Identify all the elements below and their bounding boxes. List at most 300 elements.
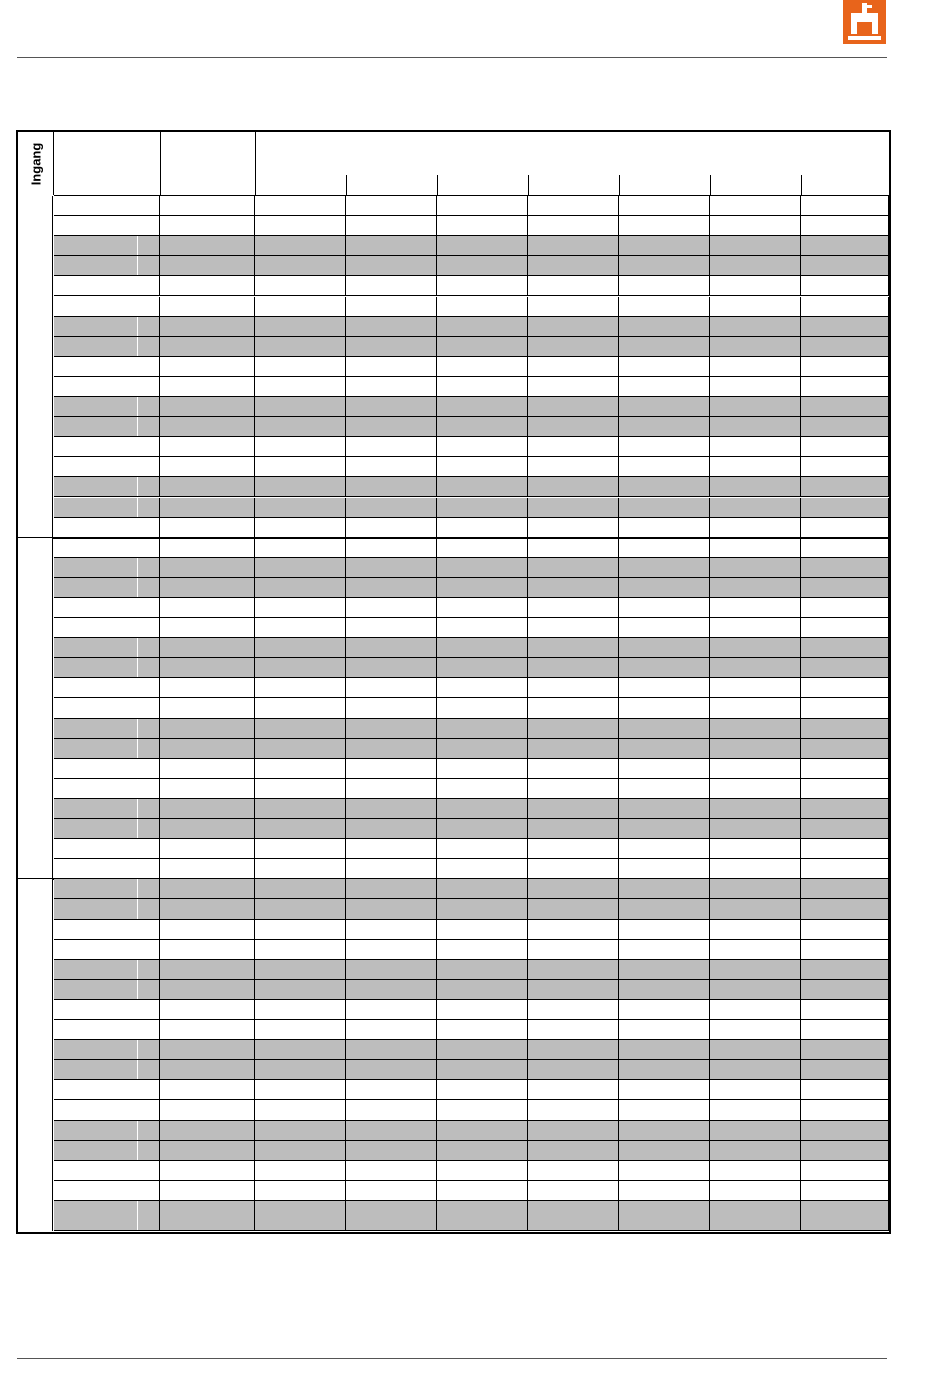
table-cell[interactable] [346, 1161, 437, 1180]
table-cell[interactable] [255, 799, 346, 818]
table-cell[interactable] [619, 618, 710, 637]
table-cell[interactable] [801, 477, 889, 496]
table-cell[interactable] [255, 236, 346, 255]
table-cell[interactable] [710, 1060, 801, 1079]
table-cell[interactable] [801, 417, 889, 436]
table-cell[interactable] [528, 276, 619, 295]
table-cell[interactable] [346, 739, 437, 758]
table-cell[interactable] [346, 477, 437, 496]
table-cell[interactable] [255, 819, 346, 838]
table-cell[interactable] [528, 1201, 619, 1230]
table-cell[interactable] [255, 598, 346, 617]
table-cell[interactable] [801, 518, 889, 537]
table-cell[interactable] [619, 1020, 710, 1039]
table-cell[interactable] [346, 297, 437, 316]
table-cell[interactable] [54, 618, 160, 637]
table-cell[interactable] [710, 236, 801, 255]
table-cell[interactable] [619, 477, 710, 496]
table-cell[interactable] [255, 417, 346, 436]
table-cell[interactable] [801, 297, 889, 316]
table-cell[interactable] [437, 859, 528, 878]
table-cell[interactable] [54, 317, 160, 336]
table-cell[interactable] [346, 1100, 437, 1119]
table-cell[interactable] [528, 739, 619, 758]
table-cell[interactable] [801, 256, 889, 275]
table-cell[interactable] [801, 980, 889, 999]
table-cell[interactable] [710, 698, 801, 717]
table-cell[interactable] [160, 658, 255, 677]
table-cell[interactable] [346, 759, 437, 778]
table-cell[interactable] [619, 337, 710, 356]
table-cell[interactable] [160, 940, 255, 959]
table-cell[interactable] [54, 658, 160, 677]
table-cell[interactable] [346, 980, 437, 999]
table-cell[interactable] [255, 1141, 346, 1160]
table-cell[interactable] [255, 719, 346, 738]
table-cell[interactable] [255, 1201, 346, 1230]
table-cell[interactable] [54, 1121, 160, 1140]
table-cell[interactable] [54, 397, 160, 416]
table-cell[interactable] [160, 638, 255, 657]
table-cell[interactable] [528, 1121, 619, 1140]
table-cell[interactable] [710, 518, 801, 537]
table-cell[interactable] [528, 256, 619, 275]
table-cell[interactable] [710, 1000, 801, 1019]
table-cell[interactable] [160, 357, 255, 376]
table-cell[interactable] [528, 799, 619, 818]
table-cell[interactable] [801, 1020, 889, 1039]
table-cell[interactable] [619, 518, 710, 537]
table-cell[interactable] [801, 357, 889, 376]
table-cell[interactable] [801, 799, 889, 818]
table-cell[interactable] [54, 859, 160, 878]
table-cell[interactable] [54, 1201, 160, 1230]
table-cell[interactable] [528, 719, 619, 738]
table-cell[interactable] [255, 297, 346, 316]
table-cell[interactable] [160, 839, 255, 858]
table-cell[interactable] [54, 457, 160, 476]
table-cell[interactable] [710, 759, 801, 778]
table-cell[interactable] [528, 658, 619, 677]
table-cell[interactable] [710, 317, 801, 336]
table-cell[interactable] [54, 1181, 160, 1200]
table-cell[interactable] [54, 839, 160, 858]
table-cell[interactable] [801, 1141, 889, 1160]
table-cell[interactable] [54, 236, 160, 255]
table-cell[interactable] [54, 819, 160, 838]
table-cell[interactable] [54, 196, 160, 215]
table-cell[interactable] [619, 256, 710, 275]
table-cell[interactable] [437, 638, 528, 657]
table-cell[interactable] [801, 498, 889, 517]
table-cell[interactable] [801, 598, 889, 617]
table-cell[interactable] [346, 859, 437, 878]
table-cell[interactable] [528, 216, 619, 235]
table-cell[interactable] [528, 980, 619, 999]
table-cell[interactable] [255, 899, 346, 918]
table-cell[interactable] [710, 739, 801, 758]
table-cell[interactable] [346, 437, 437, 456]
table-cell[interactable] [437, 1020, 528, 1039]
table-cell[interactable] [619, 397, 710, 416]
table-cell[interactable] [437, 759, 528, 778]
table-cell[interactable] [528, 618, 619, 637]
table-cell[interactable] [160, 819, 255, 838]
table-cell[interactable] [54, 276, 160, 295]
table-cell[interactable] [528, 417, 619, 436]
table-cell[interactable] [801, 698, 889, 717]
table-cell[interactable] [619, 859, 710, 878]
table-cell[interactable] [255, 759, 346, 778]
table-cell[interactable] [437, 940, 528, 959]
table-cell[interactable] [710, 779, 801, 798]
table-cell[interactable] [619, 578, 710, 597]
table-cell[interactable] [619, 678, 710, 697]
table-cell[interactable] [528, 698, 619, 717]
table-cell[interactable] [255, 196, 346, 215]
table-cell[interactable] [528, 1060, 619, 1079]
table-cell[interactable] [437, 578, 528, 597]
table-cell[interactable] [710, 799, 801, 818]
table-cell[interactable] [710, 196, 801, 215]
table-cell[interactable] [619, 417, 710, 436]
table-cell[interactable] [346, 1060, 437, 1079]
table-cell[interactable] [54, 940, 160, 959]
table-cell[interactable] [710, 899, 801, 918]
table-cell[interactable] [255, 397, 346, 416]
table-cell[interactable] [160, 337, 255, 356]
table-cell[interactable] [255, 980, 346, 999]
table-cell[interactable] [801, 899, 889, 918]
table-cell[interactable] [710, 940, 801, 959]
table-cell[interactable] [528, 578, 619, 597]
table-cell[interactable] [437, 377, 528, 396]
table-cell[interactable] [710, 216, 801, 235]
table-cell[interactable] [346, 337, 437, 356]
table-cell[interactable] [437, 457, 528, 476]
table-cell[interactable] [710, 477, 801, 496]
table-cell[interactable] [437, 498, 528, 517]
table-cell[interactable] [160, 578, 255, 597]
table-cell[interactable] [528, 1161, 619, 1180]
table-cell[interactable] [437, 1100, 528, 1119]
table-cell[interactable] [255, 276, 346, 295]
table-cell[interactable] [54, 256, 160, 275]
table-cell[interactable] [619, 759, 710, 778]
table-cell[interactable] [619, 799, 710, 818]
table-cell[interactable] [160, 236, 255, 255]
table-cell[interactable] [801, 216, 889, 235]
table-cell[interactable] [801, 779, 889, 798]
table-cell[interactable] [619, 899, 710, 918]
table-cell[interactable] [437, 1141, 528, 1160]
table-cell[interactable] [710, 457, 801, 476]
table-cell[interactable] [528, 920, 619, 939]
table-cell[interactable] [801, 940, 889, 959]
table-cell[interactable] [160, 397, 255, 416]
table-cell[interactable] [528, 377, 619, 396]
table-cell[interactable] [346, 698, 437, 717]
table-cell[interactable] [801, 457, 889, 476]
table-cell[interactable] [710, 618, 801, 637]
table-cell[interactable] [801, 759, 889, 778]
table-cell[interactable] [619, 638, 710, 657]
table-cell[interactable] [619, 216, 710, 235]
table-cell[interactable] [54, 337, 160, 356]
table-cell[interactable] [54, 357, 160, 376]
table-cell[interactable] [54, 518, 160, 537]
table-cell[interactable] [619, 1181, 710, 1200]
table-cell[interactable] [528, 1020, 619, 1039]
table-cell[interactable] [54, 1060, 160, 1079]
table-cell[interactable] [346, 1020, 437, 1039]
table-cell[interactable] [54, 698, 160, 717]
table-cell[interactable] [528, 538, 619, 557]
table-cell[interactable] [437, 658, 528, 677]
table-cell[interactable] [619, 1080, 710, 1099]
table-cell[interactable] [619, 698, 710, 717]
table-cell[interactable] [160, 1020, 255, 1039]
table-cell[interactable] [801, 1161, 889, 1180]
table-cell[interactable] [801, 819, 889, 838]
table-cell[interactable] [160, 739, 255, 758]
table-cell[interactable] [710, 819, 801, 838]
table-cell[interactable] [160, 1100, 255, 1119]
table-cell[interactable] [801, 377, 889, 396]
table-cell[interactable] [160, 759, 255, 778]
table-cell[interactable] [437, 337, 528, 356]
table-cell[interactable] [160, 1141, 255, 1160]
table-cell[interactable] [54, 678, 160, 697]
table-cell[interactable] [710, 1161, 801, 1180]
table-cell[interactable] [255, 739, 346, 758]
table-cell[interactable] [160, 216, 255, 235]
table-cell[interactable] [437, 1181, 528, 1200]
table-cell[interactable] [54, 297, 160, 316]
table-cell[interactable] [437, 196, 528, 215]
table-cell[interactable] [255, 558, 346, 577]
table-cell[interactable] [346, 216, 437, 235]
table-cell[interactable] [437, 558, 528, 577]
table-cell[interactable] [801, 317, 889, 336]
table-cell[interactable] [160, 1000, 255, 1019]
table-cell[interactable] [160, 920, 255, 939]
table-cell[interactable] [619, 297, 710, 316]
table-cell[interactable] [346, 638, 437, 657]
table-cell[interactable] [160, 1040, 255, 1059]
table-cell[interactable] [619, 317, 710, 336]
table-cell[interactable] [619, 658, 710, 677]
table-cell[interactable] [437, 1161, 528, 1180]
table-cell[interactable] [346, 276, 437, 295]
table-cell[interactable] [528, 357, 619, 376]
table-cell[interactable] [619, 779, 710, 798]
table-cell[interactable] [619, 1000, 710, 1019]
table-cell[interactable] [437, 518, 528, 537]
table-cell[interactable] [54, 538, 160, 557]
table-cell[interactable] [619, 719, 710, 738]
table-cell[interactable] [54, 719, 160, 738]
table-cell[interactable] [710, 1121, 801, 1140]
table-cell[interactable] [346, 879, 437, 898]
table-cell[interactable] [528, 1040, 619, 1059]
table-cell[interactable] [437, 960, 528, 979]
table-cell[interactable] [528, 879, 619, 898]
table-cell[interactable] [619, 1060, 710, 1079]
table-cell[interactable] [160, 457, 255, 476]
table-cell[interactable] [54, 779, 160, 798]
table-cell[interactable] [346, 1121, 437, 1140]
table-cell[interactable] [346, 839, 437, 858]
table-cell[interactable] [710, 437, 801, 456]
table-cell[interactable] [54, 1141, 160, 1160]
table-cell[interactable] [437, 678, 528, 697]
table-cell[interactable] [528, 457, 619, 476]
table-cell[interactable] [346, 658, 437, 677]
table-cell[interactable] [437, 839, 528, 858]
table-cell[interactable] [619, 437, 710, 456]
table-cell[interactable] [54, 799, 160, 818]
table-cell[interactable] [346, 578, 437, 597]
table-cell[interactable] [437, 719, 528, 738]
table-cell[interactable] [528, 317, 619, 336]
table-cell[interactable] [619, 739, 710, 758]
table-cell[interactable] [801, 1080, 889, 1099]
table-cell[interactable] [528, 1141, 619, 1160]
table-cell[interactable] [346, 457, 437, 476]
table-cell[interactable] [710, 297, 801, 316]
table-cell[interactable] [255, 256, 346, 275]
table-cell[interactable] [528, 558, 619, 577]
table-cell[interactable] [346, 236, 437, 255]
table-cell[interactable] [54, 216, 160, 235]
table-cell[interactable] [160, 297, 255, 316]
table-cell[interactable] [255, 618, 346, 637]
table-cell[interactable] [801, 538, 889, 557]
table-cell[interactable] [160, 558, 255, 577]
table-cell[interactable] [54, 417, 160, 436]
table-cell[interactable] [346, 678, 437, 697]
table-cell[interactable] [710, 960, 801, 979]
table-cell[interactable] [160, 859, 255, 878]
table-cell[interactable] [160, 1060, 255, 1079]
table-cell[interactable] [255, 1121, 346, 1140]
table-cell[interactable] [255, 337, 346, 356]
table-cell[interactable] [160, 719, 255, 738]
table-cell[interactable] [710, 879, 801, 898]
table-cell[interactable] [255, 1181, 346, 1200]
table-cell[interactable] [801, 739, 889, 758]
table-cell[interactable] [255, 357, 346, 376]
table-cell[interactable] [619, 558, 710, 577]
table-cell[interactable] [437, 819, 528, 838]
table-cell[interactable] [801, 638, 889, 657]
table-cell[interactable] [54, 477, 160, 496]
table-cell[interactable] [160, 678, 255, 697]
table-cell[interactable] [619, 598, 710, 617]
table-cell[interactable] [346, 940, 437, 959]
table-cell[interactable] [437, 357, 528, 376]
table-cell[interactable] [255, 437, 346, 456]
table-cell[interactable] [437, 799, 528, 818]
table-cell[interactable] [528, 1080, 619, 1099]
table-cell[interactable] [54, 739, 160, 758]
table-cell[interactable] [160, 980, 255, 999]
table-cell[interactable] [255, 377, 346, 396]
table-cell[interactable] [801, 1060, 889, 1079]
table-cell[interactable] [54, 1080, 160, 1099]
table-cell[interactable] [710, 1181, 801, 1200]
table-cell[interactable] [54, 558, 160, 577]
table-cell[interactable] [160, 518, 255, 537]
table-cell[interactable] [255, 1100, 346, 1119]
table-cell[interactable] [528, 397, 619, 416]
table-cell[interactable] [160, 377, 255, 396]
table-cell[interactable] [54, 960, 160, 979]
table-cell[interactable] [801, 1000, 889, 1019]
table-cell[interactable] [346, 377, 437, 396]
table-cell[interactable] [54, 578, 160, 597]
table-cell[interactable] [801, 1040, 889, 1059]
table-cell[interactable] [160, 196, 255, 215]
table-cell[interactable] [710, 920, 801, 939]
table-cell[interactable] [160, 960, 255, 979]
table-cell[interactable] [528, 678, 619, 697]
table-cell[interactable] [619, 920, 710, 939]
table-cell[interactable] [346, 518, 437, 537]
table-cell[interactable] [160, 779, 255, 798]
table-cell[interactable] [54, 1000, 160, 1019]
table-cell[interactable] [528, 940, 619, 959]
table-cell[interactable] [619, 1100, 710, 1119]
table-cell[interactable] [160, 437, 255, 456]
table-cell[interactable] [619, 1141, 710, 1160]
table-cell[interactable] [437, 276, 528, 295]
table-cell[interactable] [160, 538, 255, 557]
table-cell[interactable] [528, 819, 619, 838]
table-cell[interactable] [619, 357, 710, 376]
table-cell[interactable] [437, 598, 528, 617]
table-cell[interactable] [801, 879, 889, 898]
table-cell[interactable] [346, 618, 437, 637]
table-cell[interactable] [801, 196, 889, 215]
table-cell[interactable] [437, 477, 528, 496]
table-cell[interactable] [160, 698, 255, 717]
table-cell[interactable] [528, 839, 619, 858]
table-cell[interactable] [710, 337, 801, 356]
table-cell[interactable] [160, 899, 255, 918]
table-cell[interactable] [54, 1040, 160, 1059]
table-cell[interactable] [346, 598, 437, 617]
table-cell[interactable] [54, 1100, 160, 1119]
table-cell[interactable] [801, 578, 889, 597]
table-cell[interactable] [710, 1201, 801, 1230]
table-cell[interactable] [437, 1060, 528, 1079]
table-cell[interactable] [160, 799, 255, 818]
table-cell[interactable] [437, 899, 528, 918]
table-cell[interactable] [710, 1141, 801, 1160]
table-cell[interactable] [619, 498, 710, 517]
table-cell[interactable] [160, 598, 255, 617]
table-cell[interactable] [437, 779, 528, 798]
table-cell[interactable] [255, 859, 346, 878]
table-cell[interactable] [619, 819, 710, 838]
table-cell[interactable] [528, 759, 619, 778]
table-cell[interactable] [710, 839, 801, 858]
table-cell[interactable] [255, 698, 346, 717]
table-cell[interactable] [160, 1080, 255, 1099]
table-cell[interactable] [255, 538, 346, 557]
